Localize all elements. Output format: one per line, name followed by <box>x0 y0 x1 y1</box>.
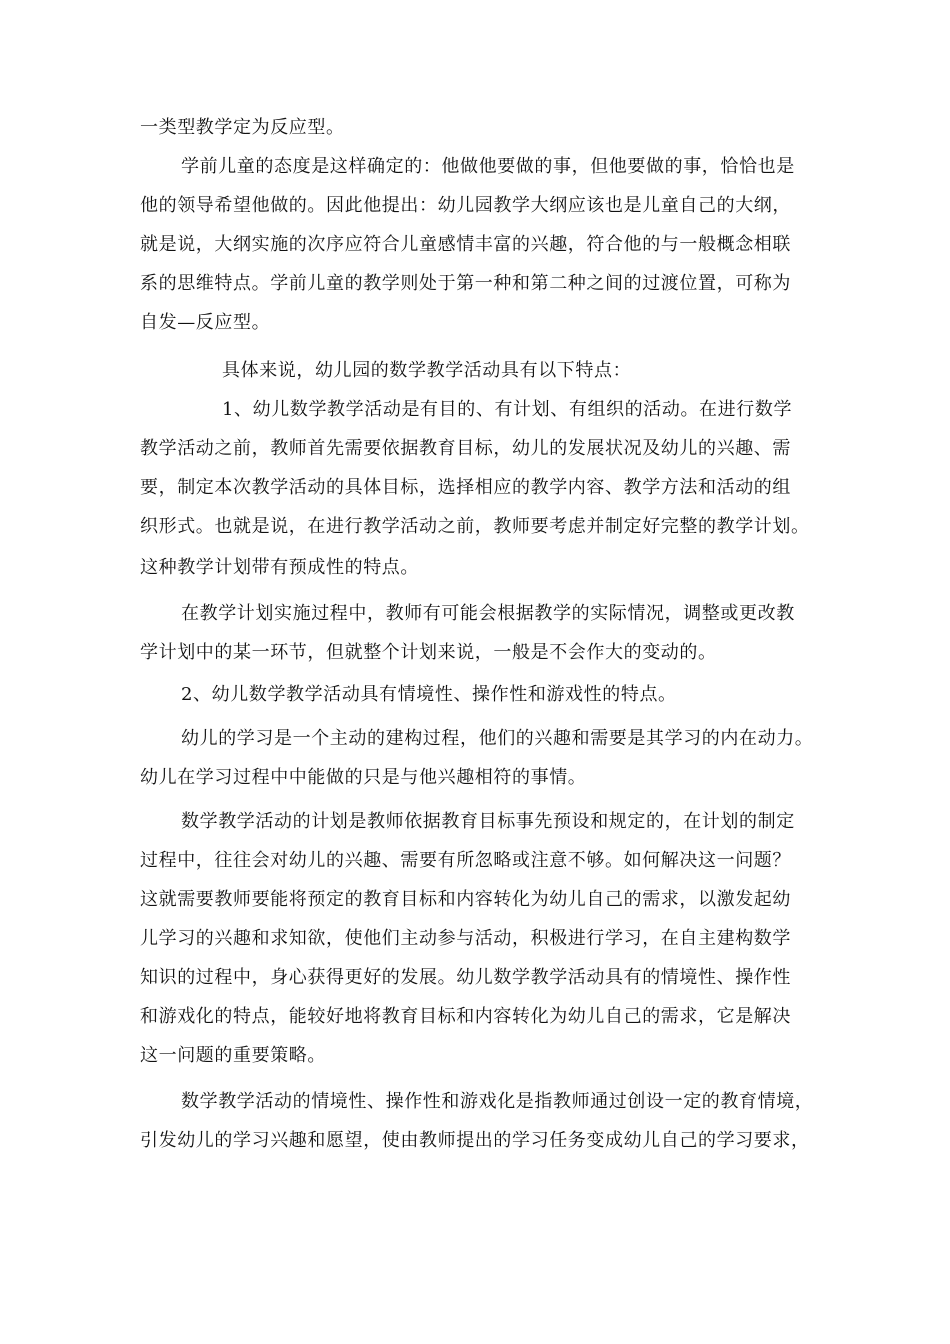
text-line: 数学教学活动的计划是教师依据教育目标事先预设和规定的，在计划的制定 <box>181 811 795 832</box>
text-line: 就是说，大纲实施的次序应符合儿童感情丰富的兴趣，符合他的与一般概念相联 <box>140 234 791 255</box>
text-line: 一类型教学定为反应型。 <box>140 117 345 138</box>
text-line: 在教学计划实施过程中，教师有可能会根据教学的实际情况，调整或更改教 <box>181 603 795 624</box>
text-line: 具体来说，幼儿园的数学教学活动具有以下特点： <box>222 360 632 381</box>
text-line: 2、幼儿数学教学活动具有情境性、操作性和游戏性的特点。 <box>181 684 677 705</box>
text-line: 引发幼儿的学习兴趣和愿望，使由教师提出的学习任务变成幼儿自己的学习要求， <box>140 1130 810 1151</box>
text-line: 数学教学活动的情境性、操作性和游戏化是指教师通过创设一定的教育情境， <box>181 1091 814 1112</box>
text-line: 这就需要教师要能将预定的教育目标和内容转化为幼儿自己的需求，以激发起幼 <box>140 889 791 910</box>
text-line: 幼儿的学习是一个主动的建构过程，他们的兴趣和需要是其学习的内在动力。 <box>181 728 814 749</box>
text-line: 学前儿童的态度是这样确定的：他做他要做的事，但他要做的事，恰恰也是 <box>181 156 795 177</box>
text-line: 和游戏化的特点，能较好地将教育目标和内容转化为幼儿自己的需求，它是解决 <box>140 1006 791 1027</box>
text-line: 过程中，往往会对幼儿的兴趣、需要有所忽略或注意不够。如何解决这一问题？ <box>140 850 791 871</box>
text-line: 这种教学计划带有预成性的特点。 <box>140 557 419 578</box>
text-line: 知识的过程中，身心获得更好的发展。幼儿数学教学活动具有的情境性、操作性 <box>140 967 791 988</box>
text-line: 儿学习的兴趣和求知欲，使他们主动参与活动，积极进行学习，在自主建构数学 <box>140 928 791 949</box>
text-line: 织形式。也就是说，在进行教学活动之前，教师要考虑并制定好完整的教学计划。 <box>140 516 810 537</box>
text-line: 教学活动之前，教师首先需要依据教育目标，幼儿的发展状况及幼儿的兴趣、需 <box>140 438 791 459</box>
text-line: 要，制定本次教学活动的具体目标，选择相应的教学内容、教学方法和活动的组 <box>140 477 791 498</box>
text-line: 这一问题的重要策略。 <box>140 1045 326 1066</box>
text-line: 幼儿在学习过程中中能做的只是与他兴趣相符的事情。 <box>140 767 587 788</box>
text-line: 1、幼儿数学教学活动是有目的、有计划、有组织的活动。在进行数学 <box>222 399 793 420</box>
text-line: 他的领导希望他做的。因此他提出：幼儿园教学大纲应该也是儿童自己的大纲， <box>140 195 791 216</box>
text-line: 自发—反应型。 <box>140 312 271 333</box>
text-line: 学计划中的某一环节，但就整个计划来说，一般是不会作大的变动的。 <box>140 642 717 663</box>
text-line: 系的思维特点。学前儿童的教学则处于第一种和第二种之间的过渡位置，可称为 <box>140 273 791 294</box>
